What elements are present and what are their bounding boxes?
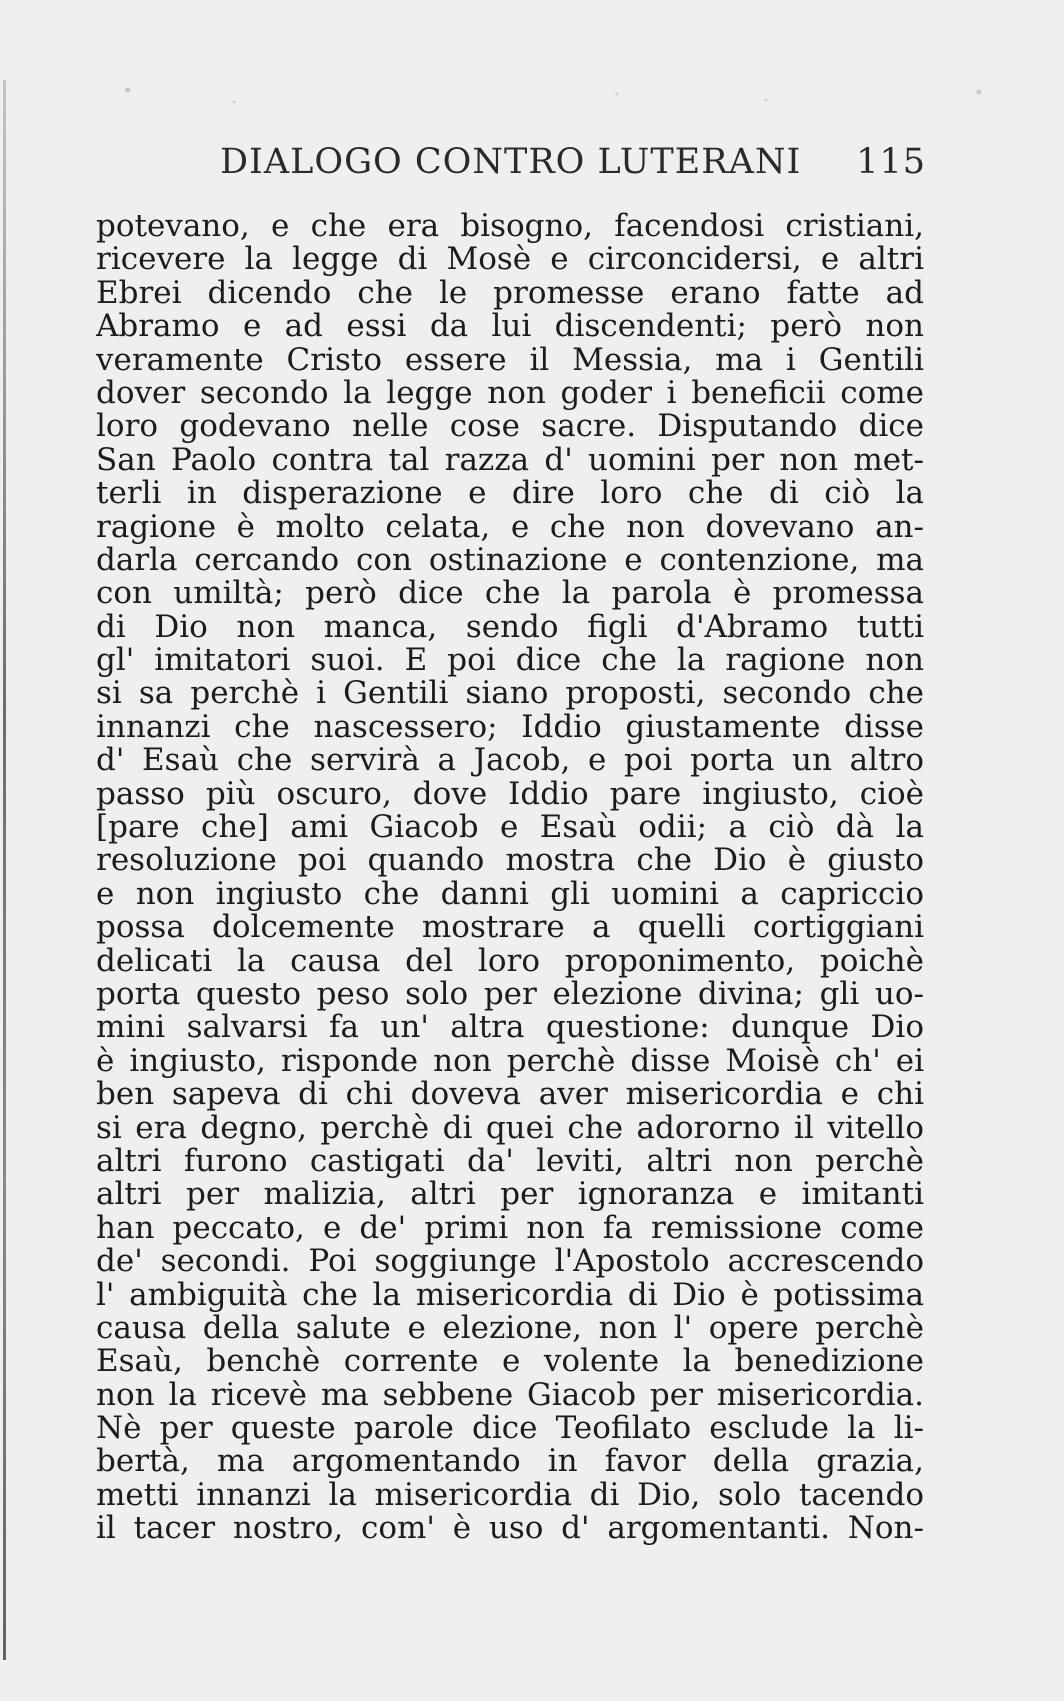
text-line: dover secondo la legge non goder i beneficii come: [96, 376, 924, 411]
text-line: terli in disperazione e dire loro che di ciò la: [96, 477, 924, 511]
page-left-edge: [3, 80, 6, 1660]
running-head: [220, 142, 926, 192]
text-line: ben sapeva di chi doveva aver misericordia e chi: [96, 1078, 924, 1112]
text-line: Ebrei dicendo che le promesse erano fatte ad: [96, 276, 924, 311]
text-line: è ingiusto, risponde non perchè disse Moisè ch' ei: [96, 1044, 924, 1079]
running-title: DIALOGO CONTRO LUTERANI: [220, 142, 802, 182]
text-line: porta questo peso solo per elezione divina; gli uo-: [96, 977, 924, 1012]
text-line: San Paolo contra tal razza d' uomini per non met-: [96, 443, 924, 478]
text-line: il tacer nostro, com' è uso d' argomentanti. Non-: [96, 1512, 924, 1546]
text-line: veramente Cristo essere il Messia, ma i Gentili: [96, 343, 924, 377]
text-line: e non ingiusto che danni gli uomini a capriccio: [96, 877, 924, 912]
text-line: han peccato, e de' primi non fa remissione come: [96, 1211, 924, 1246]
text-line: bertà, ma argomentando in favor della grazia,: [96, 1445, 924, 1479]
text-line: si sa perchè i Gentili siano proposti, secondo che: [96, 677, 924, 711]
text-line: potevano, e che era bisogno, facendosi cristiani,: [96, 210, 924, 244]
text-line: con umiltà; però dice che la parola è promessa: [96, 577, 924, 611]
text-line: ragione è molto celata, e che non dovevano an-: [96, 510, 924, 544]
text-line: si era degno, perchè di quei che adororno il vitello: [96, 1111, 924, 1145]
text-line: delicati la causa del loro proponimento, poichè: [96, 944, 924, 978]
text-line: de' secondi. Poi soggiunge l'Apostolo accrescendo: [96, 1245, 924, 1279]
text-line: [pare che] ami Giacob e Esaù odii; a ciò dà la: [96, 811, 924, 845]
text-line: loro godevano nelle cose sacre. Disputando dice: [96, 410, 924, 444]
text-line: altri per malizia, altri per ignoranza e imitanti: [96, 1178, 924, 1212]
text-line: darla cercando con ostinazione e contenzione, ma: [96, 543, 924, 578]
text-line: causa della salute e elezione, non l' opere perchè: [96, 1311, 924, 1346]
text-line: Abramo e ad essi da lui discendenti; però non: [96, 310, 924, 344]
text-line: d' Esaù che servirà a Jacob, e poi porta un altro: [96, 744, 924, 778]
body-text: [96, 210, 924, 1546]
text-line: Esaù, benchè corrente e volente la benedizione: [96, 1345, 924, 1379]
text-line: ricevere la legge di Mosè e circoncidersi, e altri: [96, 243, 924, 277]
text-line: di Dio non manca, sendo figli d'Abramo tutti: [96, 610, 924, 645]
text-line: mini salvarsi fa un' altra questione: dunque Dio: [96, 1011, 924, 1045]
text-line: gl' imitatori suoi. E poi dice che la ragione non: [96, 644, 924, 678]
text-line: Nè per queste parole dice Teofilato esclude la li-: [96, 1412, 924, 1446]
text-line: resoluzione poi quando mostra che Dio è giusto: [96, 844, 924, 878]
page-number: 115: [856, 142, 926, 182]
text-line: metti innanzi la misericordia di Dio, solo tacendo: [96, 1478, 924, 1513]
text-line: l' ambiguità che la misericordia di Dio è potissima: [96, 1278, 924, 1312]
text-line: non la ricevè ma sebbene Giacob per misericordia.: [96, 1378, 924, 1413]
text-line: innanzi che nascessero; Iddio giustamente disse: [96, 710, 924, 745]
text-line: passo più oscuro, dove Iddio pare ingiusto, cioè: [96, 777, 924, 812]
text-line: possa dolcemente mostrare a quelli cortiggiani: [96, 911, 924, 945]
scan-speckles: [0, 78, 1064, 118]
text-line: altri furono castigati da' leviti, altri non perchè: [96, 1144, 924, 1179]
